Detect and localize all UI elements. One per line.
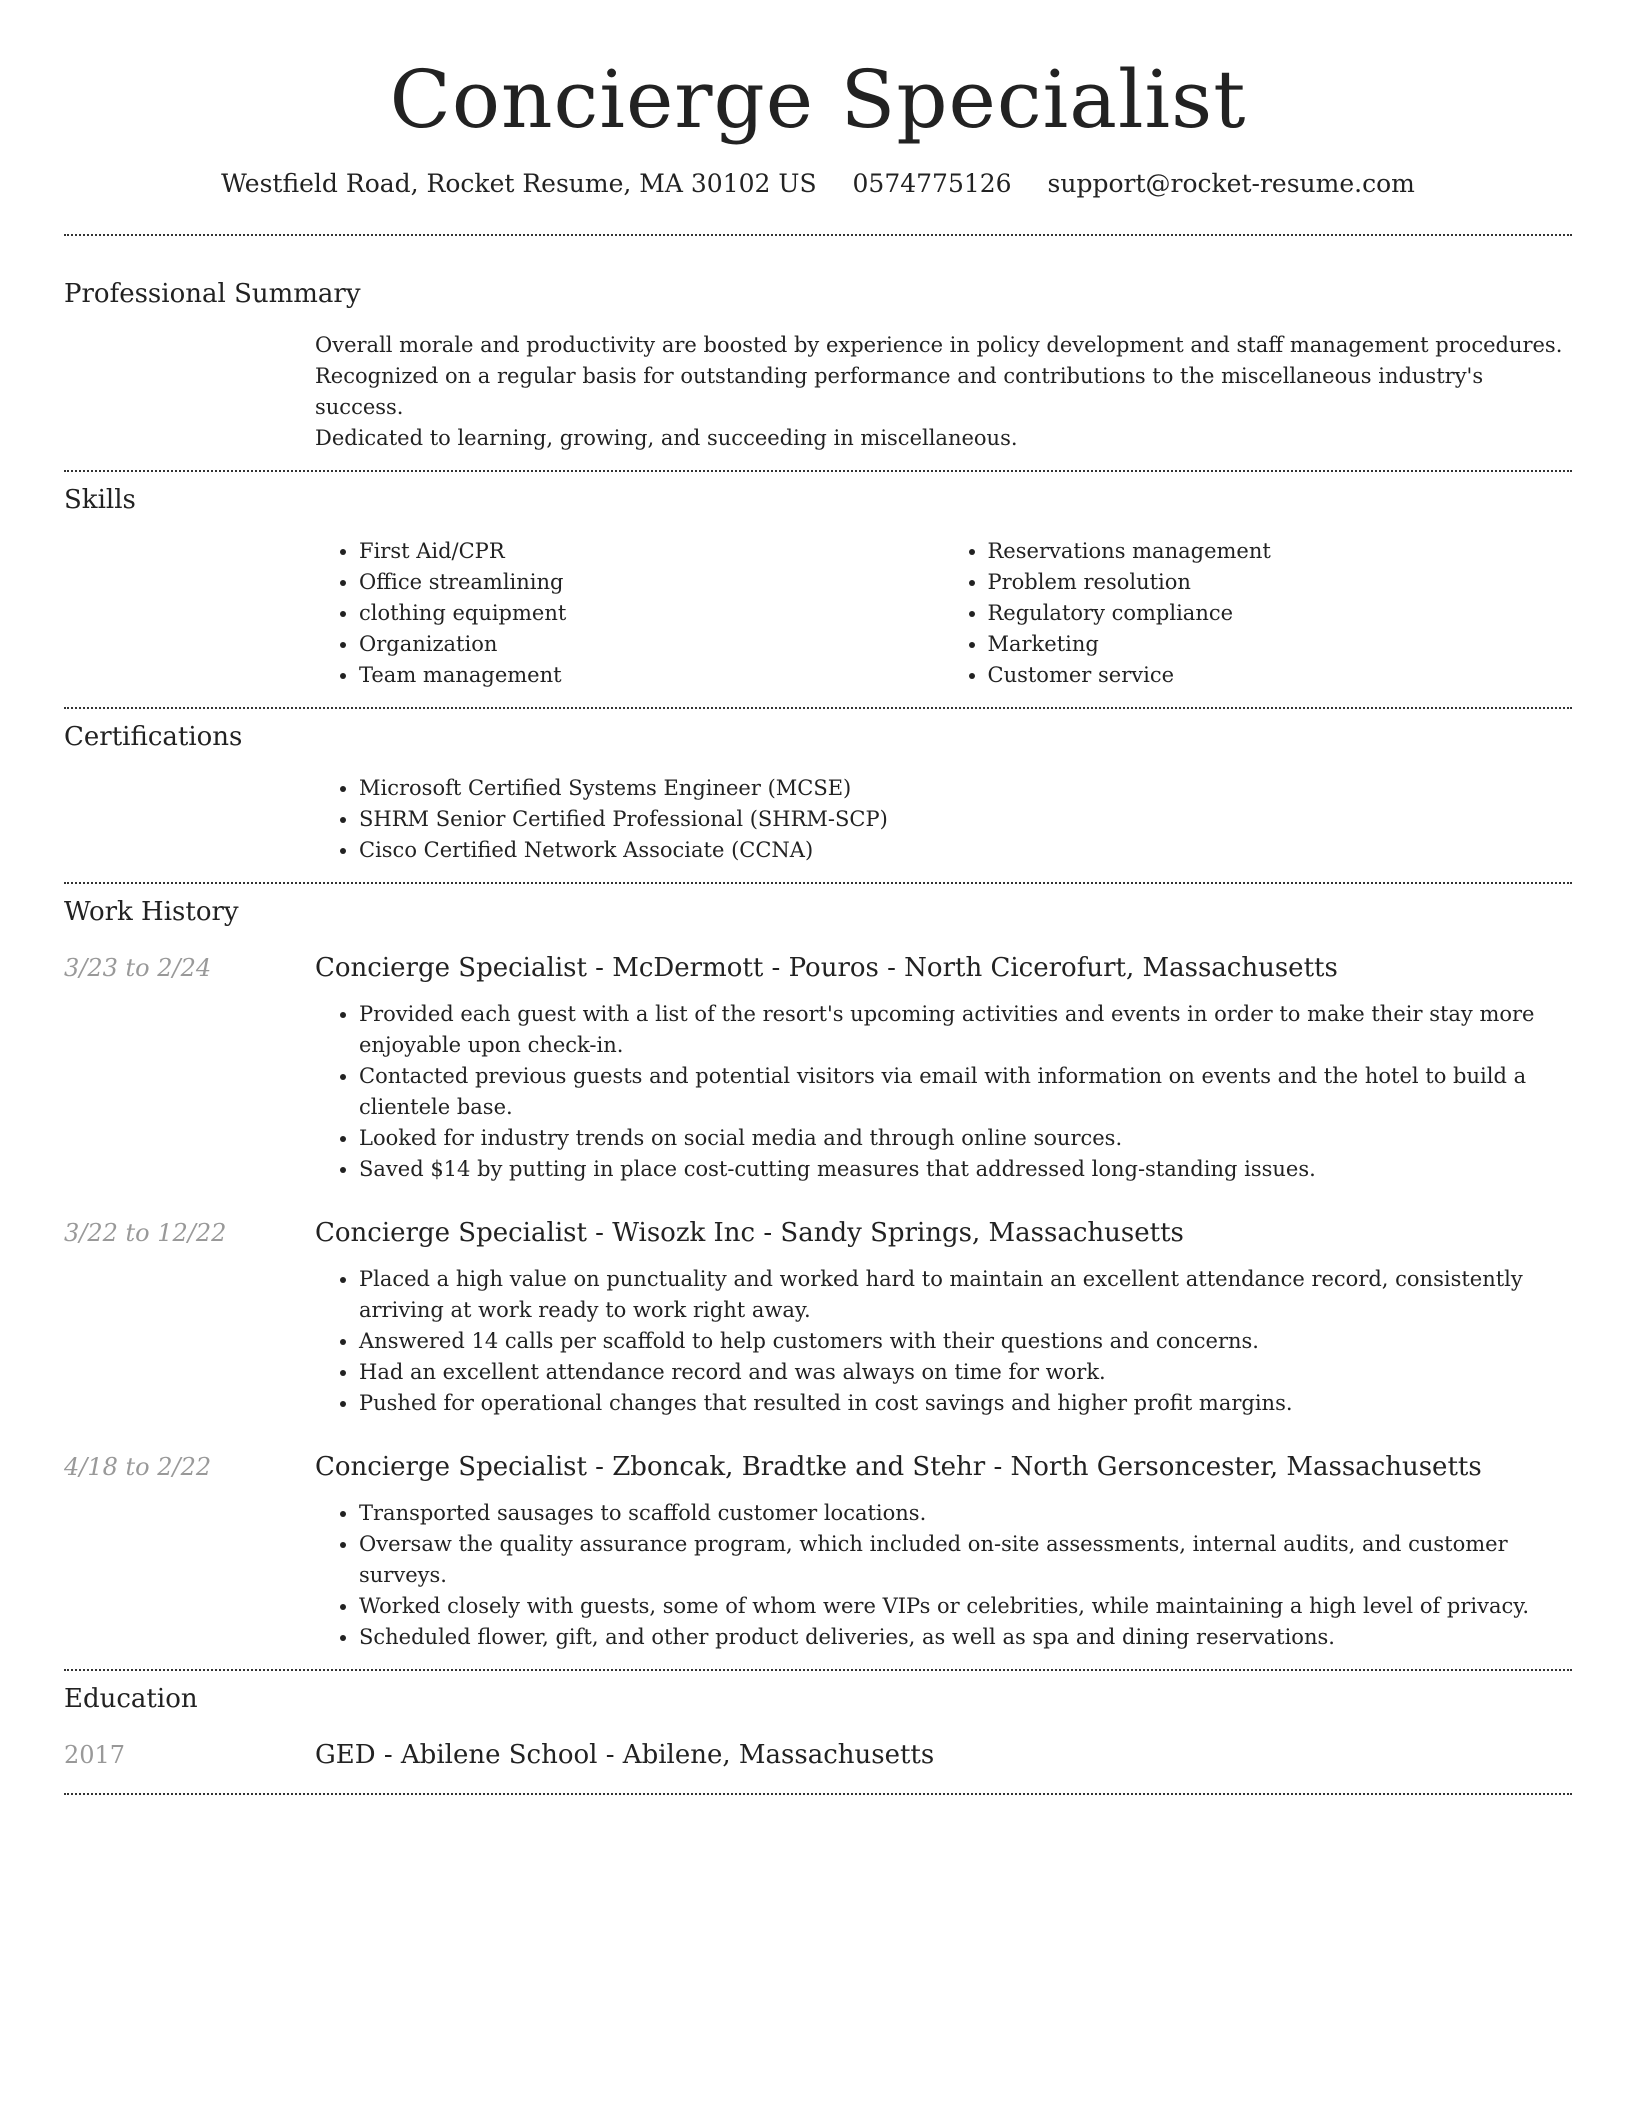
skill-item: • Team management [359, 660, 944, 691]
certification-item: • Cisco Certified Network Associate (CCNA) [359, 835, 1572, 866]
job-title: Concierge Specialist - Zboncak, Bradtke and Stehr - North Gersoncester, Massachusetts [315, 1452, 1482, 1482]
skill-item: • Regulatory compliance [988, 598, 1573, 629]
divider [64, 1669, 1572, 1671]
job-entry [64, 950, 1572, 1185]
section-title-work-history: Work History [64, 897, 239, 927]
job-dates: 3/22 to 12/22 [64, 1219, 227, 1247]
work-history-section [64, 894, 1572, 1653]
job-bullet: • Transported sausages to scaffold customer locations. [359, 1498, 1572, 1529]
divider [64, 234, 1572, 236]
resume-page [64, 0, 1572, 1795]
summary-line: Dedicated to learning, growing, and succeeding in miscellaneous. [315, 426, 1018, 450]
contact-email: support@rocket-resume.com [1047, 169, 1415, 198]
skill-item: • Organization [359, 629, 944, 660]
certifications-section [64, 719, 1572, 866]
job-title: Concierge Specialist - McDermott - Pouros - North Cicerofurt, Massachusetts [315, 953, 1338, 983]
skill-item: • Office streamlining [359, 567, 944, 598]
job-bullet: • Oversaw the quality assurance program, which included on-site assessments, internal audits, and customer surveys. [359, 1529, 1572, 1591]
job-bullet: • Saved $14 by putting in place cost-cutting measures that addressed long-standing issues. [359, 1154, 1572, 1185]
job-entry [64, 1449, 1572, 1653]
contact-phone: 0574775126 [852, 169, 1012, 198]
skills-list-left [315, 536, 944, 691]
section-title-skills: Skills [64, 485, 136, 515]
job-bullet: • Scheduled flower, gift, and other product deliveries, as well as spa and dining reservations. [359, 1622, 1572, 1653]
job-bullets [315, 1498, 1572, 1653]
summary-line: Overall morale and productivity are boosted by experience in policy development and staff management procedures. [315, 333, 1563, 357]
section-title-education: Education [64, 1684, 198, 1714]
resume-name: Concierge Specialist [389, 53, 1247, 146]
job-entry [64, 1215, 1572, 1419]
section-title-summary: Professional Summary [64, 279, 361, 309]
contact-address: Westfield Road, Rocket Resume, MA 30102 US [221, 169, 817, 198]
education-title: GED - Abilene School - Abilene, Massachusetts [315, 1740, 935, 1770]
job-bullet: • Answered 14 calls per scaffold to help customers with their questions and concerns. [359, 1326, 1572, 1357]
summary-text [315, 330, 1572, 454]
divider [64, 470, 1572, 472]
job-bullet: • Placed a high value on punctuality and worked hard to maintain an excellent attendance record, consistently arriving at work ready to work right away. [359, 1264, 1572, 1326]
skill-item: • Reservations management [988, 536, 1573, 567]
skill-item: • Customer service [988, 660, 1573, 691]
skill-item: • Marketing [988, 629, 1573, 660]
skill-item: • Problem resolution [988, 567, 1573, 598]
job-dates: 4/18 to 2/22 [64, 1453, 212, 1481]
skills-grid [315, 536, 1572, 691]
education-section [64, 1681, 1572, 1773]
summary-line: Recognized on a regular basis for outstanding performance and contributions to the miscellaneous industry's success. [315, 364, 1484, 419]
skills-section [64, 482, 1572, 691]
certification-item: • SHRM Senior Certified Professional (SHRM-SCP) [359, 804, 1572, 835]
summary-section [64, 276, 1572, 454]
divider [64, 707, 1572, 709]
job-bullets [315, 999, 1572, 1185]
job-bullet: • Pushed for operational changes that resulted in cost savings and higher profit margins. [359, 1388, 1572, 1419]
contact-line [64, 166, 1572, 202]
certification-item: • Microsoft Certified Systems Engineer (MCSE) [359, 773, 1572, 804]
job-title: Concierge Specialist - Wisozk Inc - Sandy Springs, Massachusetts [315, 1218, 1184, 1248]
divider [64, 882, 1572, 884]
skills-list-right [944, 536, 1573, 691]
job-bullet: • Had an excellent attendance record and was always on time for work. [359, 1357, 1572, 1388]
section-title-certifications: Certifications [64, 722, 243, 752]
divider [64, 1793, 1572, 1795]
certifications-list [315, 773, 1572, 866]
education-year: 2017 [64, 1741, 126, 1769]
skill-item: • clothing equipment [359, 598, 944, 629]
job-bullets [315, 1264, 1572, 1419]
education-entry [64, 1737, 1572, 1773]
job-bullet: • Worked closely with guests, some of whom were VIPs or celebrities, while maintaining a high level of privacy. [359, 1591, 1572, 1622]
job-dates: 3/23 to 2/24 [64, 954, 212, 982]
job-bullet: • Provided each guest with a list of the resort's upcoming activities and events in order to make their stay more enjoyable upon check-in. [359, 999, 1572, 1061]
skill-item: • First Aid/CPR [359, 536, 944, 567]
job-bullet: • Looked for industry trends on social media and through online sources. [359, 1123, 1572, 1154]
certifications-body [315, 773, 1572, 866]
job-bullet: • Contacted previous guests and potential visitors via email with information on events and the hotel to build a clientele base. [359, 1061, 1572, 1123]
